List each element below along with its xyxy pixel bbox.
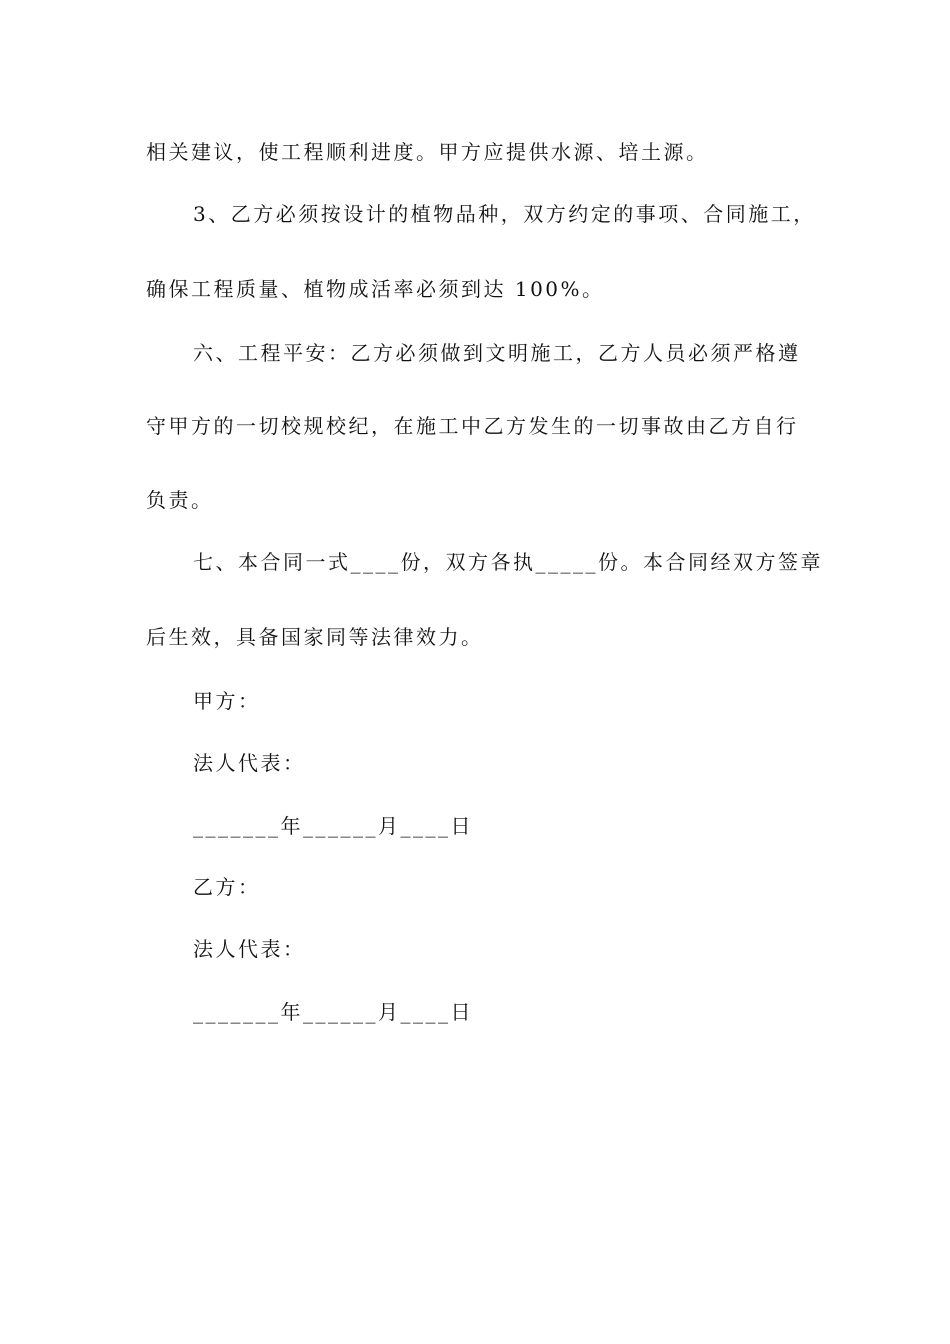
party-a-representative-label: 法人代表：	[193, 751, 306, 775]
paragraph-line: 七、本合同一式____份，双方各执_____份。本合同经双方签章	[193, 550, 823, 574]
party-a-date-line: _______年______月____日	[193, 814, 473, 838]
paragraph-line: 负责。	[146, 488, 214, 512]
paragraph-line: 确保工程质量、植物成活率必须到达 100%。	[146, 277, 605, 301]
paragraph-line: 后生效，具备国家同等法律效力。	[146, 625, 484, 649]
paragraph-line: 3、乙方必须按设计的植物品种，双方约定的事项、合同施工，	[193, 202, 816, 226]
party-a-label: 甲方：	[193, 689, 261, 713]
party-b-date-line: _______年______月____日	[193, 1000, 473, 1024]
paragraph-line: 六、工程平安：乙方必须做到文明施工，乙方人员必须严格遵	[193, 341, 801, 365]
paragraph-line: 相关建议，使工程顺利进度。甲方应提供水源、培土源。	[146, 140, 709, 164]
paragraph-line: 守甲方的一切校规校纪，在施工中乙方发生的一切事故由乙方自行	[146, 414, 799, 438]
party-b-label: 乙方：	[193, 875, 261, 899]
party-b-representative-label: 法人代表：	[193, 937, 306, 961]
